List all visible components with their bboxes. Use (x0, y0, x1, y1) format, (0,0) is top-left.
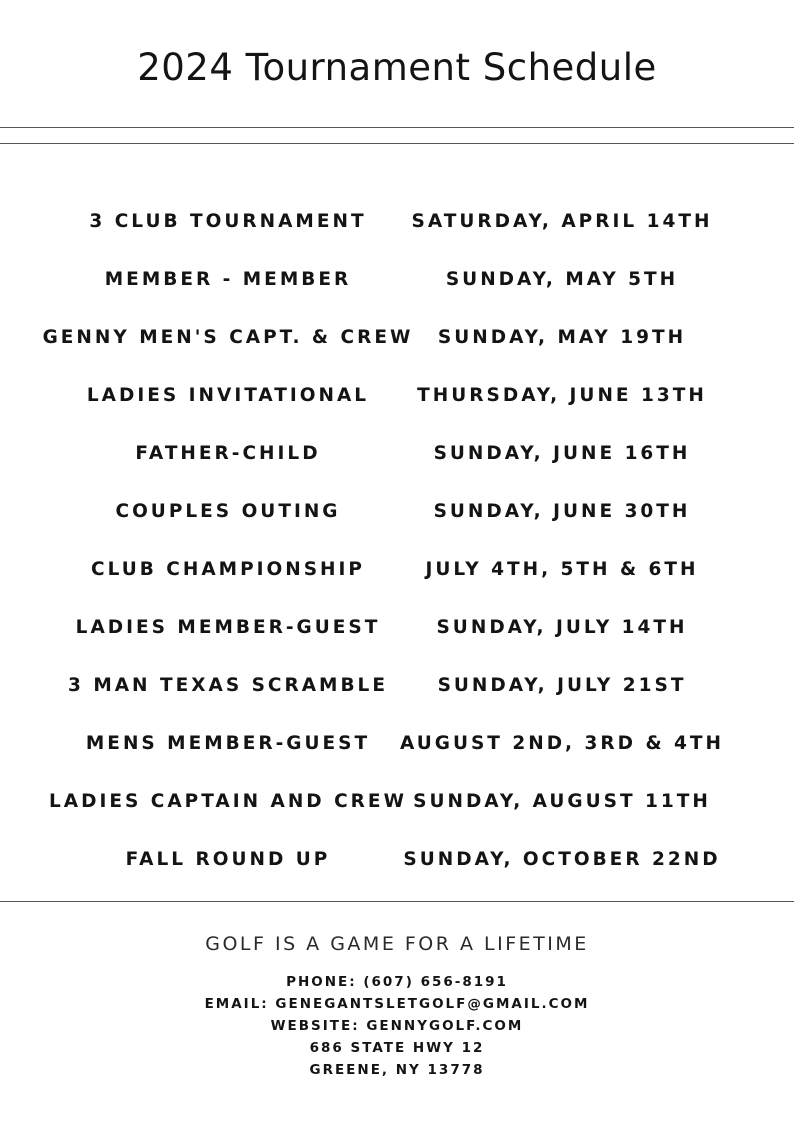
event-date: THURSDAY, JUNE 13TH (417, 385, 707, 406)
schedule-row (0, 599, 794, 657)
event-date: JULY 4TH, 5TH & 6TH (425, 559, 699, 580)
event-name: LADIES INVITATIONAL (86, 385, 370, 406)
event-name: 3 MAN TEXAS SCRAMBLE (68, 675, 388, 696)
schedule-row (0, 309, 794, 367)
header-divider-top (0, 127, 794, 128)
schedule-row (0, 425, 794, 483)
event-name: GENNY MEN'S CAPT. & CREW (42, 327, 414, 348)
schedule-row (0, 193, 794, 251)
schedule-row (0, 657, 794, 715)
schedule-list (0, 193, 794, 889)
event-date: SUNDAY, OCTOBER 22ND (403, 849, 721, 870)
contact-address-street: 686 STATE HWY 12 (309, 1040, 485, 1056)
footer-tagline: GOLF IS A GAME FOR A LIFETIME (205, 933, 589, 955)
event-date: SUNDAY, JULY 21ST (437, 675, 687, 696)
schedule-row (0, 541, 794, 599)
event-name: FALL ROUND UP (125, 849, 331, 870)
event-date: SUNDAY, MAY 5TH (445, 269, 679, 290)
schedule-row (0, 715, 794, 773)
event-date: SUNDAY, AUGUST 11TH (413, 791, 711, 812)
event-date: SUNDAY, MAY 19TH (437, 327, 687, 348)
event-date: SUNDAY, JUNE 16TH (433, 443, 691, 464)
header-divider-bottom (0, 143, 794, 144)
contact-block (0, 971, 794, 1081)
schedule-row (0, 483, 794, 541)
event-date: SUNDAY, JULY 14TH (436, 617, 688, 638)
event-name: LADIES MEMBER-GUEST (75, 617, 381, 638)
event-name: CLUB CHAMPIONSHIP (91, 559, 365, 580)
event-name: LADIES CAPTAIN AND CREW (49, 791, 407, 812)
schedule-row (0, 251, 794, 309)
event-date: SATURDAY, APRIL 14TH (411, 211, 713, 232)
schedule-row (0, 367, 794, 425)
event-name: 3 CLUB TOURNAMENT (89, 211, 367, 232)
event-date: SUNDAY, JUNE 30TH (433, 501, 691, 522)
event-date: AUGUST 2ND, 3RD & 4TH (399, 733, 724, 754)
event-name: FATHER-CHILD (135, 443, 321, 464)
event-name: MENS MEMBER-GUEST (85, 733, 371, 754)
event-name: COUPLES OUTING (115, 501, 341, 522)
footer-divider (0, 901, 794, 902)
event-name: MEMBER - MEMBER (104, 269, 352, 290)
contact-website: WEBSITE: GENNYGOLF.COM (270, 1018, 524, 1034)
contact-phone: PHONE: (607) 656-8191 (286, 974, 508, 990)
contact-email: EMAIL: GENEGANTSLETGOLF@GMAIL.COM (204, 996, 590, 1012)
page-title: 2024 Tournament Schedule (137, 46, 657, 89)
schedule-row (0, 831, 794, 889)
contact-address-city: GREENE, NY 13778 (309, 1062, 485, 1078)
schedule-row (0, 773, 794, 831)
